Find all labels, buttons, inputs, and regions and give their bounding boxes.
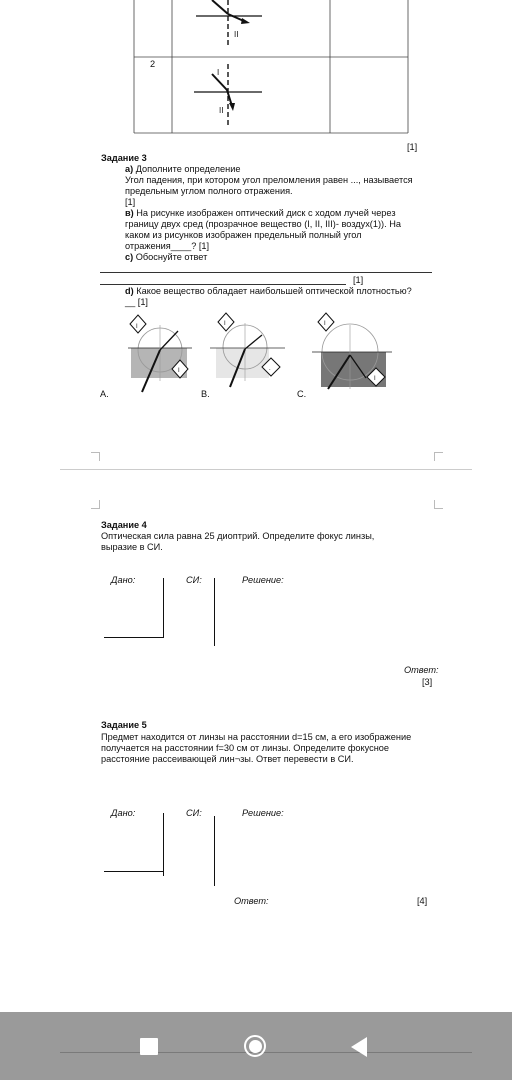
home-circle-icon[interactable] — [244, 1035, 266, 1057]
task3-a-line1: Угол падения, при котором угол преломления равен ..., называется — [125, 175, 413, 185]
refraction-diagram-1 — [196, 0, 262, 48]
task3-b-label: в) — [125, 208, 134, 218]
task5-otvet-label: Ответ: — [234, 896, 269, 906]
svg-text:I: I — [178, 368, 180, 374]
task4-divider-2 — [214, 578, 215, 646]
ray-label-ii-bottom: II — [219, 106, 224, 115]
task3-c-text: Обоснуйте ответ — [135, 252, 208, 262]
task3-title: Задание 3 — [101, 153, 147, 163]
figure-c-diagram — [312, 313, 392, 389]
table-row-number: 2 — [150, 59, 156, 69]
back-triangle-icon[interactable] — [348, 1036, 368, 1058]
task5-dano-label: Дано: — [111, 808, 136, 818]
task5-given-underline — [104, 871, 164, 872]
task5-divider-2 — [214, 816, 215, 886]
task3-a-label: а) — [125, 164, 134, 174]
task5-line2: получается на расстоянии f=30 см от линзы. Определите фокусное — [101, 743, 390, 753]
refraction-diagram-2 — [194, 64, 262, 126]
task4-otvet-label: Ответ: — [404, 665, 439, 675]
task4-line2: выразие в СИ. — [101, 542, 163, 552]
svg-text:I: I — [224, 321, 226, 327]
task5-score: [4] — [417, 896, 428, 906]
task3-b-line2: границу двух сред (прозрачное вещество (I, II, III)- воздух(1)). На — [125, 219, 401, 229]
svg-text:.: . — [269, 366, 271, 372]
task3-d-score: __ [1] — [125, 297, 148, 307]
page-break-line — [60, 469, 472, 470]
task3-c — [125, 252, 207, 263]
optics-table — [0, 0, 512, 140]
page-corner-marker — [91, 500, 100, 509]
answer-line-2 — [100, 284, 346, 285]
figure-a-diagram — [128, 315, 192, 392]
task5-reshenie-label: Решение: — [242, 808, 284, 818]
task4-line1: Оптическая сила равна 25 диоптрий. Определите фокус линзы, — [101, 531, 375, 541]
task3-a-text: Дополните определение — [135, 164, 241, 174]
home-dot — [249, 1040, 262, 1053]
task4-score: [3] — [422, 677, 433, 687]
task5-title: Задание 5 — [101, 720, 147, 730]
task3-c-label: с) — [125, 252, 134, 262]
task4-si-label: СИ: — [186, 575, 202, 585]
score-top: [1] — [407, 142, 418, 152]
task5-divider-1 — [163, 813, 164, 876]
task4-dano-label: Дано: — [111, 575, 136, 585]
task3-a-score: [1] — [125, 197, 136, 207]
ray-label-i: I — [217, 68, 220, 77]
task3-b-line1: На рисунке изображен оптический диск с ходом лучей через — [136, 208, 396, 218]
task4-title: Задание 4 — [101, 520, 147, 530]
task3-a — [125, 164, 240, 175]
svg-text:I: I — [136, 324, 138, 330]
task3-b-line3: каком из рисунков изображен предельный полный угол — [125, 230, 362, 240]
answer-line-1 — [100, 272, 432, 273]
task5-line1: Предмет находится от линзы на расстоянии d=15 см, а его изображение — [101, 732, 412, 742]
navigation-bar — [0, 1012, 512, 1080]
figure-c-label: C. — [297, 389, 307, 399]
optical-disk-figures — [0, 305, 512, 400]
svg-text:I: I — [324, 321, 326, 327]
task3-b-line4: отражения____? [1] — [125, 241, 210, 251]
task3-a-line2: предельным углом полного отражения. — [125, 186, 293, 196]
task3-d-label: d) — [125, 286, 134, 296]
page-corner-marker — [434, 452, 443, 461]
task5-si-label: СИ: — [186, 808, 202, 818]
task5-line3: расстояние рассеивающей лин¬зы. Ответ перевести в СИ. — [101, 754, 354, 764]
page-corner-marker — [434, 500, 443, 509]
figure-b-diagram — [210, 313, 285, 387]
task3-d — [125, 286, 412, 297]
task4-reshenie-label: Решение: — [242, 575, 284, 585]
task4-given-underline — [104, 637, 164, 638]
task3-c-score: [1] — [353, 275, 364, 285]
task3-b — [125, 208, 396, 219]
task3-d-text: Какое вещество обладает наибольшей оптической плотностью? — [136, 286, 412, 296]
task4-divider-1 — [163, 578, 164, 638]
svg-text:I: I — [374, 376, 376, 382]
nav-divider — [60, 1052, 472, 1053]
figure-b-label: B. — [201, 389, 210, 399]
page-corner-marker — [91, 452, 100, 461]
ray-label-ii-top: II — [234, 30, 239, 39]
recent-apps-square-icon[interactable] — [140, 1038, 158, 1055]
figure-a-label: A. — [100, 389, 109, 399]
